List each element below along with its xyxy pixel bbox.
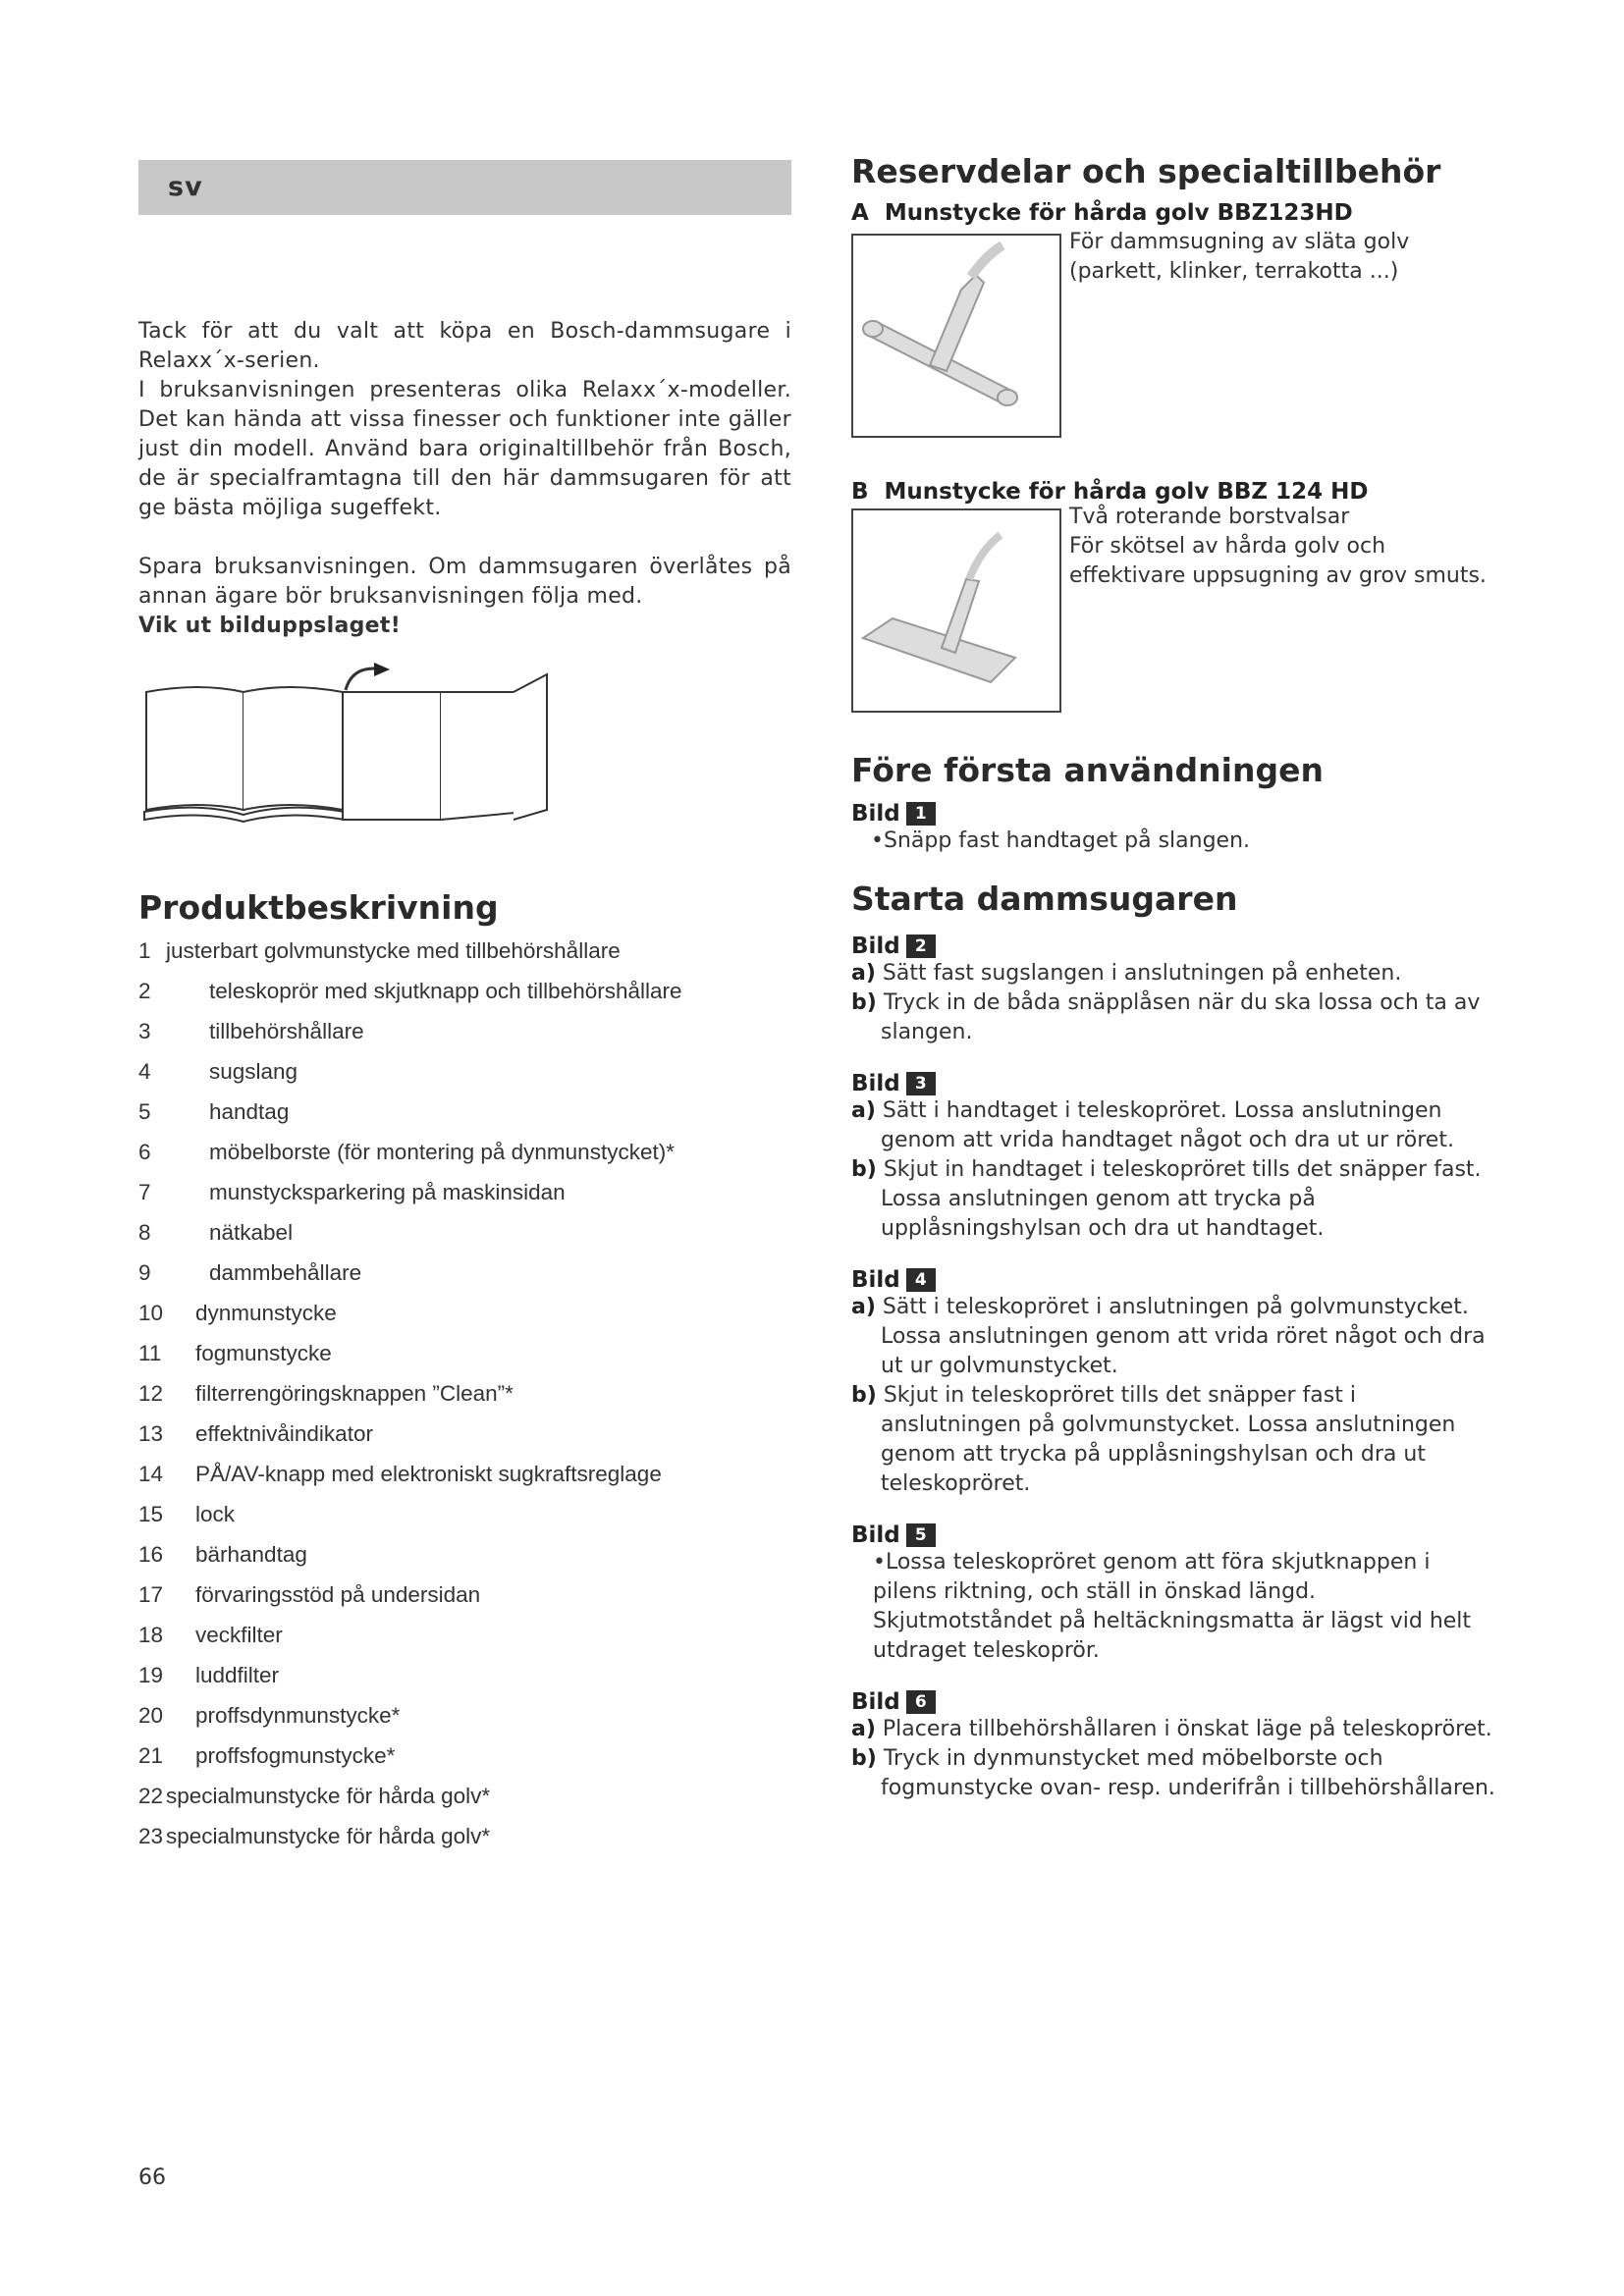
- list-item: [138, 931, 791, 971]
- part-b-desc-line1: Två roterande borstvalsar: [1069, 505, 1350, 529]
- list-item: [138, 1253, 791, 1293]
- list-item-number: 2: [138, 979, 151, 1003]
- part-a-description: För dammsugning av släta golv (parkett, klinker, terrakotta ...): [1069, 230, 1410, 284]
- list-item-number: 12: [138, 1381, 164, 1406]
- list-item-text: möbelborste (för montering på dynmunstycket)*: [209, 1140, 675, 1164]
- list-item-number: 10: [138, 1301, 164, 1325]
- bild-3-label: Bild 3: [851, 1071, 1499, 1096]
- list-item-number: 17: [138, 1582, 164, 1607]
- list-item-number: 6: [138, 1140, 151, 1164]
- list-item-text: veckfilter: [195, 1623, 283, 1647]
- part-b-description: [1069, 503, 1491, 591]
- list-item: [138, 1534, 791, 1575]
- list-item-number: 20: [138, 1703, 164, 1728]
- first-use-instruction: •Snäpp fast handtaget på slangen.: [871, 828, 1251, 853]
- list-item: [138, 1414, 791, 1454]
- intro-paragraph-2: I bruksanvisningen presenteras olika Relaxx´x-modeller. Det kan hända att vissa finesser och funktioner inte gäller just din modell. Använd bara originaltillbehör från Bosch, de är specialframtagna till den här dammsugaren för att ge bästa möjliga sugeffekt.: [138, 378, 791, 520]
- bild-1-label: Bild 1: [851, 801, 1499, 827]
- list-item-number: 22: [138, 1784, 164, 1808]
- part-b: [851, 479, 1499, 724]
- list-item-text: tillbehörshållare: [209, 1019, 364, 1043]
- bild-4-label: Bild 4: [851, 1267, 1499, 1293]
- product-list: [138, 931, 791, 1856]
- bild-6-step-a: a) Placera tillbehörshållaren i önskat läge på teleskopröret.: [851, 1717, 1492, 1741]
- list-item: [138, 1293, 791, 1333]
- part-a-image: [851, 234, 1061, 438]
- list-item-number: 19: [138, 1663, 164, 1687]
- list-item-number: 8: [138, 1220, 151, 1245]
- list-item: [138, 1615, 791, 1655]
- list-item: [138, 1735, 791, 1776]
- page-number: 66: [138, 2165, 166, 2190]
- parts-heading: Reservdelar och specialtillbehör: [851, 152, 1441, 190]
- list-item-text: filterrengöringsknappen ”Clean”*: [195, 1381, 514, 1406]
- list-item-text: luddfilter: [195, 1663, 280, 1687]
- list-item-number: 14: [138, 1462, 164, 1486]
- foldout-instruction: Vik ut bilduppslaget!: [138, 614, 402, 638]
- bild-3-step-a: a) Sätt i handtaget i teleskopröret. Lossa anslutningen genom att vrida handtaget något och dra ut ur röret.: [851, 1098, 1454, 1152]
- list-item-number: 18: [138, 1623, 164, 1647]
- bild-5-label: Bild 5: [851, 1522, 1499, 1548]
- bild-6-label: Bild 6: [851, 1689, 1499, 1715]
- part-b-title: B Munstycke för hårda golv BBZ 124 HD: [851, 479, 1369, 505]
- bild-6-step-b: b) Tryck in dynmunstycket med möbelborste och fogmunstycke ovan- resp. underifrån i tillbehörshållaren.: [851, 1746, 1495, 1800]
- list-item-text: nätkabel: [209, 1220, 294, 1245]
- brush-nozzle-icon: [853, 510, 1059, 711]
- language-bar: sv: [138, 160, 791, 215]
- list-item-number: 5: [138, 1099, 151, 1124]
- part-a-title: A Munstycke för hårda golv BBZ123HD: [851, 200, 1353, 226]
- list-item-number: 16: [138, 1542, 164, 1567]
- list-item-text: effektnivåindikator: [195, 1421, 373, 1446]
- bild-2-label: Bild 2: [851, 934, 1499, 959]
- list-item-number: 13: [138, 1421, 164, 1446]
- list-item-number: 23: [138, 1824, 164, 1848]
- list-item: [138, 1011, 791, 1051]
- list-item-text: munstycksparkering på maskinsidan: [209, 1180, 566, 1204]
- list-item: [138, 1132, 791, 1172]
- part-b-desc-line2: För skötsel av hårda golv och effektivare uppsugning av grov smuts.: [1069, 534, 1487, 588]
- foldout-booklet-illustration: [140, 663, 553, 839]
- right-column: [851, 152, 1499, 1803]
- list-item-text: bärhandtag: [195, 1542, 307, 1567]
- list-item-text: fogmunstycke: [195, 1341, 332, 1365]
- product-heading: Produktbeskrivning: [138, 888, 499, 927]
- list-item-text: handtag: [209, 1099, 290, 1124]
- list-item: [138, 1212, 791, 1253]
- list-item-text: proffsdynmunstycke*: [195, 1703, 401, 1728]
- list-item: [138, 1816, 791, 1856]
- list-item-text: proffsfogmunstycke*: [195, 1743, 396, 1768]
- list-item: [138, 1051, 791, 1092]
- list-item-text: specialmunstycke för hårda golv*: [166, 1784, 491, 1808]
- list-item-number: 3: [138, 1019, 151, 1043]
- list-item-text: dammbehållare: [209, 1260, 362, 1285]
- list-item: [138, 1373, 791, 1414]
- list-item: [138, 1655, 791, 1695]
- list-item-number: 1: [138, 938, 151, 963]
- bild-5-instruction: •Lossa teleskopröret genom att föra skjutknappen i pilens riktning, och ställ in önskad längd. Skjutmotståndet på heltäckningsmatta är lägst vid helt utdraget teleskoprör.: [873, 1550, 1472, 1663]
- part-a: [851, 200, 1499, 485]
- list-item-text: PÅ/AV-knapp med elektroniskt sugkraftsreglage: [195, 1462, 662, 1486]
- list-item-number: 15: [138, 1502, 164, 1526]
- list-item-text: specialmunstycke för hårda golv*: [166, 1824, 491, 1848]
- bild-2-step-b: b) Tryck in de båda snäpplåsen när du ska lossa och ta av slangen.: [851, 990, 1481, 1044]
- list-item-text: justerbart golvmunstycke med tillbehörshållare: [166, 938, 621, 963]
- list-item-text: förvaringsstöd på undersidan: [195, 1582, 481, 1607]
- part-b-image: [851, 508, 1061, 713]
- list-item-text: lock: [195, 1502, 236, 1526]
- list-item: [138, 971, 791, 1011]
- list-item: [138, 1776, 791, 1816]
- list-item: [138, 1695, 791, 1735]
- bild-4-step-a: a) Sätt i teleskopröret i anslutningen på golvmunstycket. Lossa anslutningen genom att vrida röret något och dra ut ur golvmunstycket.: [851, 1295, 1486, 1378]
- list-item: [138, 1454, 791, 1494]
- first-use-heading: Före första användningen: [851, 751, 1324, 789]
- list-item-text: sugslang: [209, 1059, 298, 1084]
- left-column: [138, 160, 791, 1856]
- start-heading: Starta dammsugaren: [851, 880, 1238, 918]
- list-item: [138, 1575, 791, 1615]
- bild-4-step-b: b) Skjut in teleskopröret tills det snäpper fast i anslutningen på golvmunstycket. Lossa anslutningen genom att trycka på upplåsningshylsan och dra ut teleskopröret.: [851, 1383, 1456, 1496]
- list-item-text: teleskoprör med skjutknapp och tillbehörshållare: [209, 979, 682, 1003]
- list-item-number: 4: [138, 1059, 151, 1084]
- intro-paragraph-3: Spara bruksanvisningen. Om dammsugaren överlåtes på annan ägare bör bruksanvisningen följa med.: [138, 555, 791, 609]
- intro-section: [138, 317, 791, 641]
- list-item-number: 21: [138, 1743, 164, 1768]
- intro-paragraph-1: Tack för att du valt att köpa en Bosch-dammsugare i Relaxx´x-serien.: [138, 319, 791, 373]
- list-item: [138, 1333, 791, 1373]
- bild-2-step-a: a) Sätt fast sugslangen i anslutningen på enheten.: [851, 961, 1402, 986]
- list-item-number: 7: [138, 1180, 151, 1204]
- list-item: [138, 1172, 791, 1212]
- list-item-number: 9: [138, 1260, 151, 1285]
- list-item: [138, 1494, 791, 1534]
- bild-3-step-b: b) Skjut in handtaget i teleskopröret tills det snäpper fast. Lossa anslutningen genom att trycka på upplåsningshylsan och dra ut handtaget.: [851, 1157, 1482, 1241]
- list-item-number: 11: [138, 1341, 162, 1365]
- hard-floor-nozzle-icon: [853, 236, 1059, 436]
- list-item-text: dynmunstycke: [195, 1301, 337, 1325]
- list-item: [138, 1092, 791, 1132]
